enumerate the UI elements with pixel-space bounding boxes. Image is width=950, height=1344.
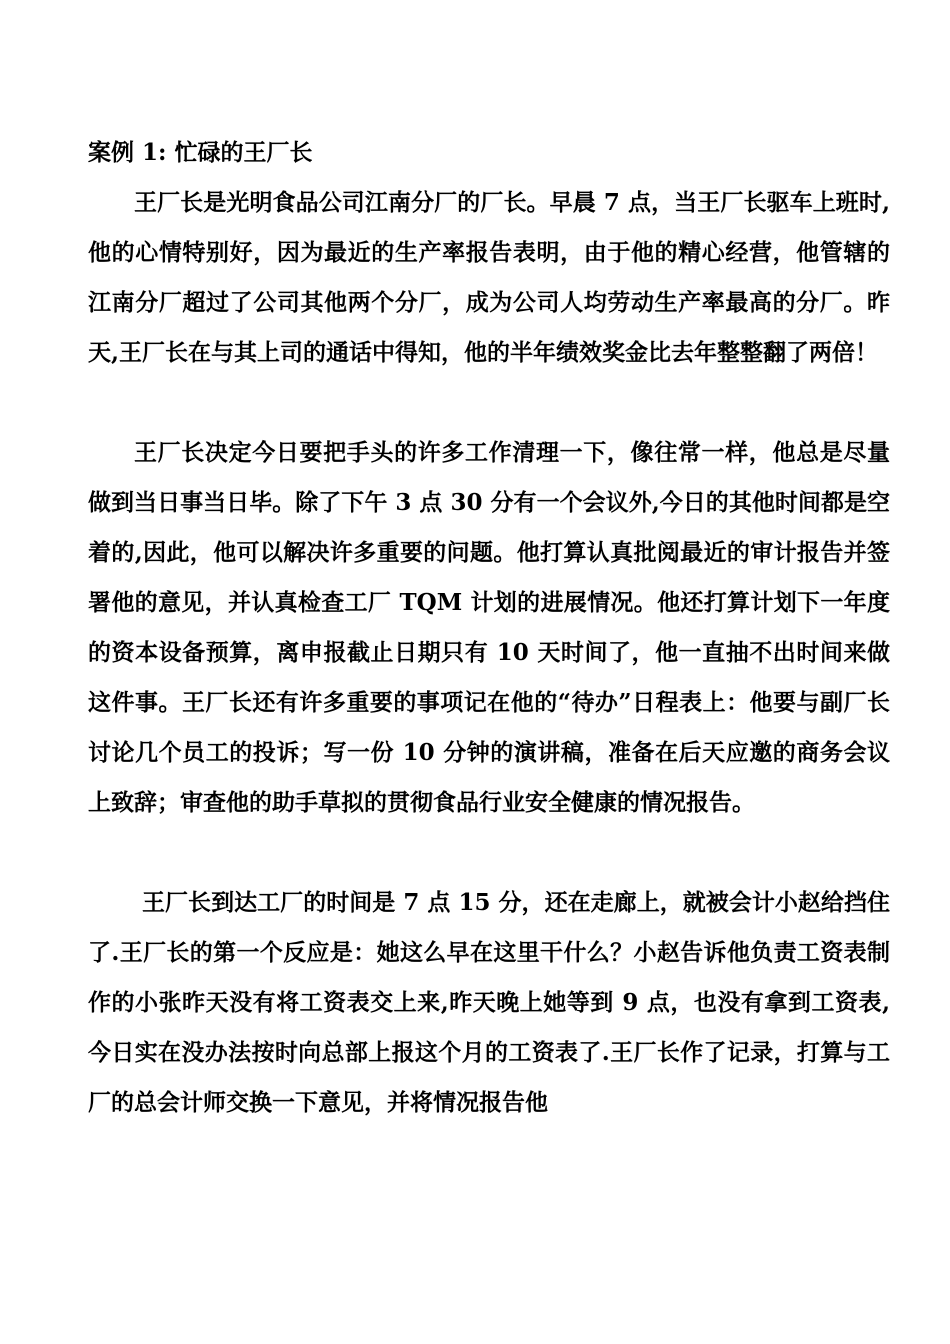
paragraph-intro: 王厂长是光明食品公司江南分厂的厂长。早晨 7 点，当王厂长驱车上班时,他的心情特别好，因为最近的生产率报告表明，由于他的精心经营，他管辖的江南分厂超过了公司其他两个分厂，成为公司人均劳动生产率最高的分厂。昨天,王厂长在与其上司的通话中得知，他的半年绩效奖金比去年整整翻了两倍！ bbox=[88, 189, 890, 366]
paragraph-plan: 王厂长决定今日要把手头的许多工作清理一下，像往常一样，他总是尽量做到当日事当日毕。除了下午 3 点 30 分有一个会议外,今日的其他时间都是空着的,因此，他可以解决许多重要的问题。他打算认真批阅最近的审计报告并签署他的意见，并认真检查工厂 TQM 计划的进展情况。他还打算计划下一年度的资本设备预算，离申报截止日期只有 10 天时间了，他一直抽不出时间来做这件事。王厂长还有许多重要的事项记在他的“待办”日程表上：他要与副厂长讨论几个员工的投诉；写一份 10 分钟的演讲稿，准备在后天应邀的商务会议上致辞；审查他的助手草拟的贯彻食品行业安全健康的情况报告。 bbox=[88, 439, 890, 816]
document-body bbox=[88, 128, 890, 1128]
case-title: 案例 1: 忙碌的王厂长 bbox=[88, 139, 313, 166]
paragraph-arrival: 王厂长到达工厂的时间是 7 点 15 分，还在走廊上，就被会计小赵给挡住了.王厂长的第一个反应是：她这么早在这里干什么？小赵告诉他负责工资表制作的小张昨天没有将工资表交上来,昨天晚上她等到 9 点，也没有拿到工资表,今日实在没办法按时向总部上报这个月的工资表了.王厂长作了记录，打算与工厂的总会计师交换一下意见，并将情况报告他 bbox=[88, 889, 890, 1116]
